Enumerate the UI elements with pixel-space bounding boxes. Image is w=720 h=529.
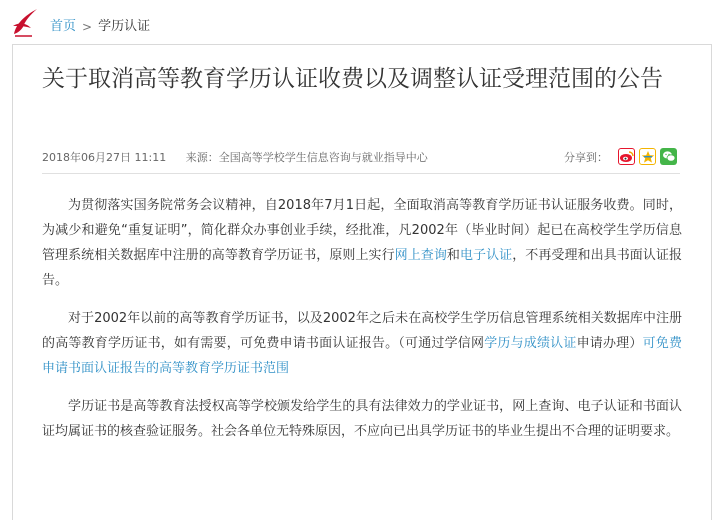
free-report-scope-link[interactable]: 可免费申请书面认证报告的高等教育学历证书范围 [42, 336, 682, 376]
wechat-icon[interactable] [660, 148, 677, 165]
e-certification-link[interactable]: 电子认证 [459, 248, 513, 263]
paragraph-1: 为贯彻落实国务院常务会议精神，自2018年7月1日起，全面取消高等教育学历证书认证服务收费。同时，为减少和避免“重复证明”，简化群众办事创业手续，经批准，凡2002年（毕业时间）起已在高校学生学历信息管理系统相关数据库中注册的高等教育学历证书，原则上实行网上查询和电子认证，不再受理和出具书面认证报告。 [42, 198, 682, 288]
article-meta [42, 151, 428, 165]
share-bar [564, 148, 677, 165]
paragraph-2: 对于2002年以前的高等教育学历证书，以及2002年之后未在高校学生学历信息管理系统相关数据库中注册的高等教育学历证书，如有需要，可免费申请书面认证报告。（可通过学信网学历与成绩认证申请办理）可免费申请书面认证报告的高等教育学历证书范围 [42, 311, 682, 376]
share-label: 分享到： [564, 150, 608, 164]
meta-divider [42, 173, 680, 174]
breadcrumb-home-link[interactable]: 首页 [50, 19, 77, 34]
article-title: 关于取消高等教育学历认证收费以及调整认证受理范围的公告 [42, 66, 663, 92]
weibo-icon[interactable] [618, 148, 635, 165]
article-body [42, 193, 682, 457]
top-bar [0, 0, 720, 44]
paragraph-3: 学历证书是高等教育法授权高等学校颁发给学生的具有法律效力的学业证书，网上查询、电子认证和书面认证均属证书的核查验证服务。社会各单位无特殊原因，不应向已出具学历证书的毕业生提出不合理的证明要求。 [42, 399, 682, 439]
article-date: 2018年06月27日 [42, 151, 131, 164]
breadcrumb [50, 19, 150, 35]
degree-grade-certification-link[interactable]: 学历与成绩认证 [484, 336, 577, 351]
article-source: 全国高等学校学生信息咨询与就业指导中心 [218, 151, 428, 164]
online-query-link[interactable]: 网上查询 [394, 248, 447, 263]
breadcrumb-separator: > [82, 20, 93, 34]
source-label: 来源： [185, 151, 219, 164]
breadcrumb-current: 学历认证 [98, 19, 151, 34]
logo-icon[interactable] [10, 6, 40, 38]
qzone-icon[interactable] [639, 148, 656, 165]
article-time: 11:11 [134, 151, 167, 164]
